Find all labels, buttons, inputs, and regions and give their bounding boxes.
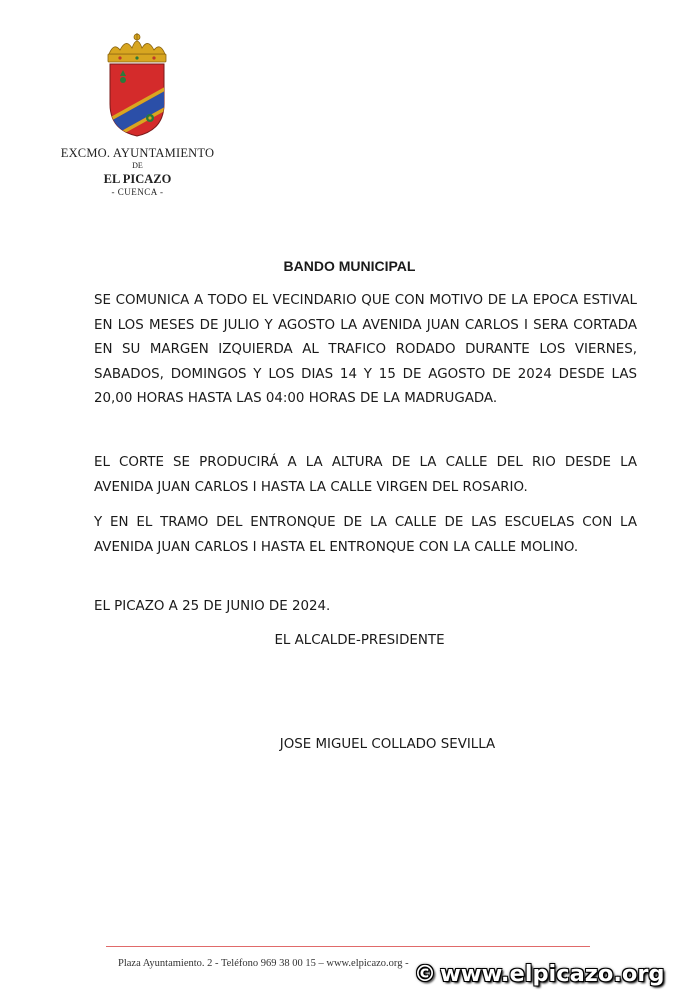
org-province: - CUENCA - [111, 187, 164, 197]
organization-block [40, 146, 235, 199]
watermark [414, 958, 665, 990]
document-title: BANDO MUNICIPAL [283, 258, 416, 274]
footer-divider [106, 946, 590, 947]
paragraph-closure-section: EL CORTE SE PRODUCIRÁ A LA ALTURA DE LA CALLE DEL RIO DESDE LA AVENIDA JUAN CARLOS I HASTA LA CALLE VIRGEN DEL ROSARIO. [94, 455, 637, 495]
watermark-url: www.elpicazo.org [440, 961, 665, 987]
org-town: EL PICAZO [103, 172, 172, 186]
paragraph-announcement: SE COMUNICA A TODO EL VECINDARIO QUE CON MOTIVO DE LA EPOCA ESTIVAL EN LOS MESES DE JULIO Y AGOSTO LA AVENIDA JUAN CARLOS I SERA CORTADA EN SU MARGEN IZQUIERDA AL TRAFICO RODADO DURANTE LOS VIERNES, SABADOS, DOMINGOS Y LOS DIAS 14 Y 15 DE AGOSTO DE 2024 DESDE LAS 20,00 HORAS HASTA LAS 04:00 HORAS DE LA MADRUGADA. [94, 293, 637, 407]
copyright-icon: © [414, 961, 436, 987]
coat-of-arms-icon [100, 32, 174, 140]
footer-address: Plaza Ayuntamiento. 2 - Teléfono 969 38 00 15 – www.elpicazo.org - [118, 958, 409, 969]
signer-title: EL ALCALDE-PRESIDENTE [274, 633, 445, 648]
signer-name: JOSE MIGUEL COLLADO SEVILLA [279, 737, 496, 752]
org-preposition: DE [132, 161, 143, 170]
paragraph-date: EL PICAZO A 25 DE JUNIO DE 2024. [94, 599, 331, 614]
paragraph-closure-stretch: Y EN EL TRAMO DEL ENTRONQUE DE LA CALLE DE LAS ESCUELAS CON LA AVENIDA JUAN CARLOS I HASTA EL ENTRONQUE CON LA CALLE MOLINO. [94, 515, 637, 555]
org-name: EXCMO. AYUNTAMIENTO [60, 146, 215, 160]
